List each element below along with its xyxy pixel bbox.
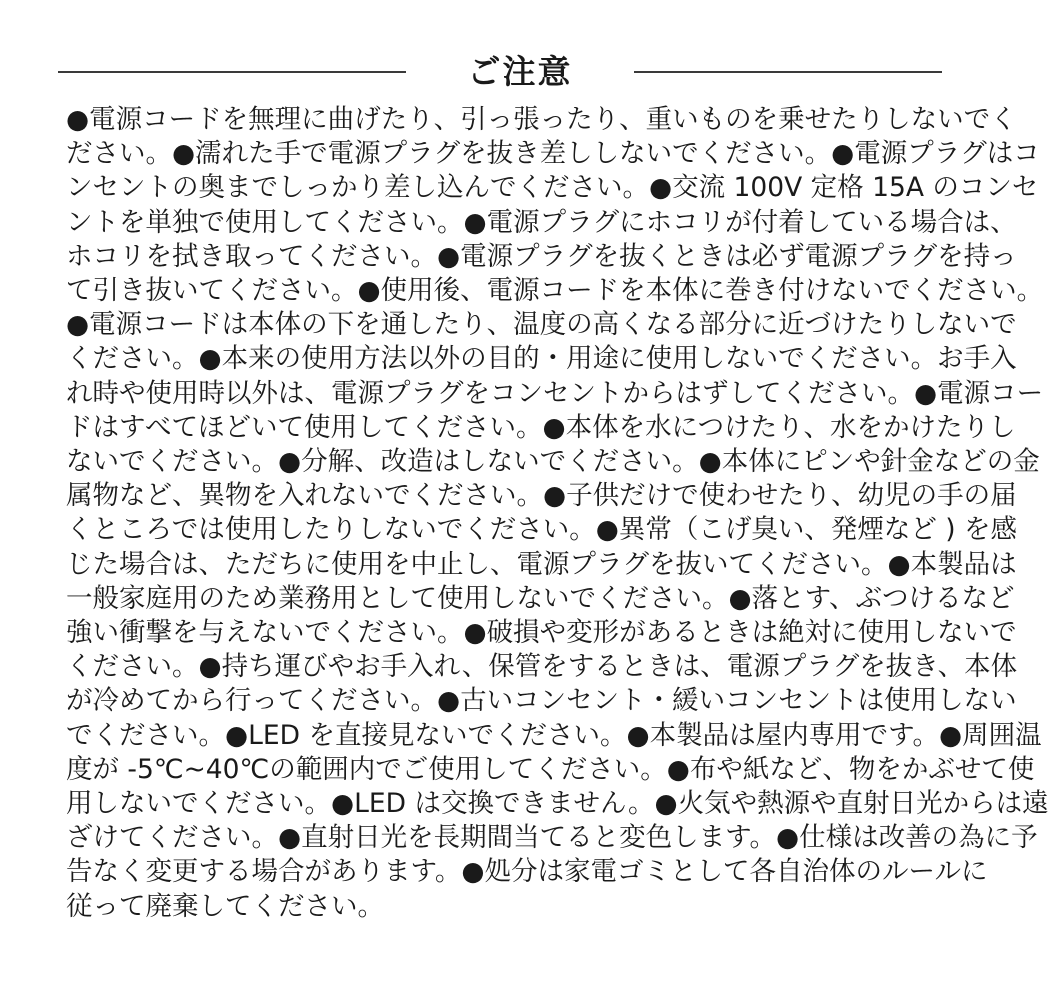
caution-text-line: て引き抜いてください。●使用後、電源コードを本体に巻き付けないでください。 [66, 275, 1044, 307]
caution-text-line: 度が -5℃~40℃の範囲内でご使用してください。●布や紙など、物をかぶせて使 [66, 753, 1035, 785]
page-title: ご注意 [467, 52, 573, 91]
caution-text-line: でください。●LED を直接見ないでください。●本製品は屋内専用です。●周囲温 [66, 719, 1042, 751]
caution-text-line: ●電源コードを無理に曲げたり、引っ張ったり、重いものを乗せたりしないでく [66, 104, 1017, 135]
caution-text-line: ください。●持ち運びやお手入れ、保管をするときは、電源プラグを抜き、本体 [66, 651, 1018, 683]
notice-header [0, 44, 1000, 100]
caution-text-line: ドはすべてほどいて使用してください。●本体を水につけたり、水をかけたりし [66, 411, 1016, 443]
caution-text-line: ください。●本来の使用方法以外の目的・用途に使用しないでください。お手入 [66, 343, 1017, 375]
caution-text-line: ントを単独で使用してください。●電源プラグにホコリが付着している場合は、 [66, 206, 1017, 238]
caution-text-line: ●電源コードは本体の下を通したり、温度の高くなる部分に近づけたりしないで [66, 309, 1017, 341]
caution-text-line: ださい。●濡れた手で電源プラグを抜き差ししないでください。●電源プラグはコ [66, 138, 1040, 170]
caution-text-line: 一般家庭用のため業務用として使用しないでください。●落とす、ぶつけるなど [66, 582, 1015, 614]
caution-text-block [66, 103, 1049, 924]
caution-text-line: ないでください。●分解、改造はしないでください。●本体にピンや針金などの金 [66, 446, 1040, 478]
caution-text-line: 強い衝撃を与えないでください。●破損や変形があるときは絶対に使用しないで [66, 617, 1017, 649]
caution-text-line: れ時や使用時以外は、電源プラグをコンセントからはずしてください。●電源コー [66, 377, 1044, 409]
caution-text-line: が冷めてから行ってください。●古いコンセント・緩いコンセントは使用しない [66, 685, 1017, 717]
caution-text-line: 従って廃棄してください。 [66, 890, 384, 922]
caution-text-line: じた場合は、ただちに使用を中止し、電源プラグを抜いてください。●本製品は [66, 548, 1017, 580]
caution-text-line: 用しないでください。●LED は交換できません。●火気や熱源や直射日光からは遠 [66, 788, 1049, 820]
caution-text-line: 告なく変更する場合があります。●処分は家電ゴミとして各自治体のルールに [66, 856, 988, 888]
caution-text-line: くところでは使用したりしないでください。●異常（こげ臭い、発煙など ) を感 [66, 514, 1018, 546]
left-divider [58, 71, 406, 73]
right-divider [634, 71, 942, 73]
caution-text-line: ホコリを拭き取ってください。●電源プラグを抜くときは必ず電源プラグを持っ [66, 240, 1017, 272]
caution-text-line: ざけてください。●直射日光を長期間当てると変色します。●仕様は改善の為に予 [66, 822, 1038, 854]
caution-text-line: ンセントの奥までしっかり差し込んでください。●交流 100V 定格 15A のコンセ [66, 172, 1039, 204]
caution-text-line: 属物など、異物を入れないでください。●子供だけで使わせたり、幼児の手の届 [66, 480, 1017, 512]
